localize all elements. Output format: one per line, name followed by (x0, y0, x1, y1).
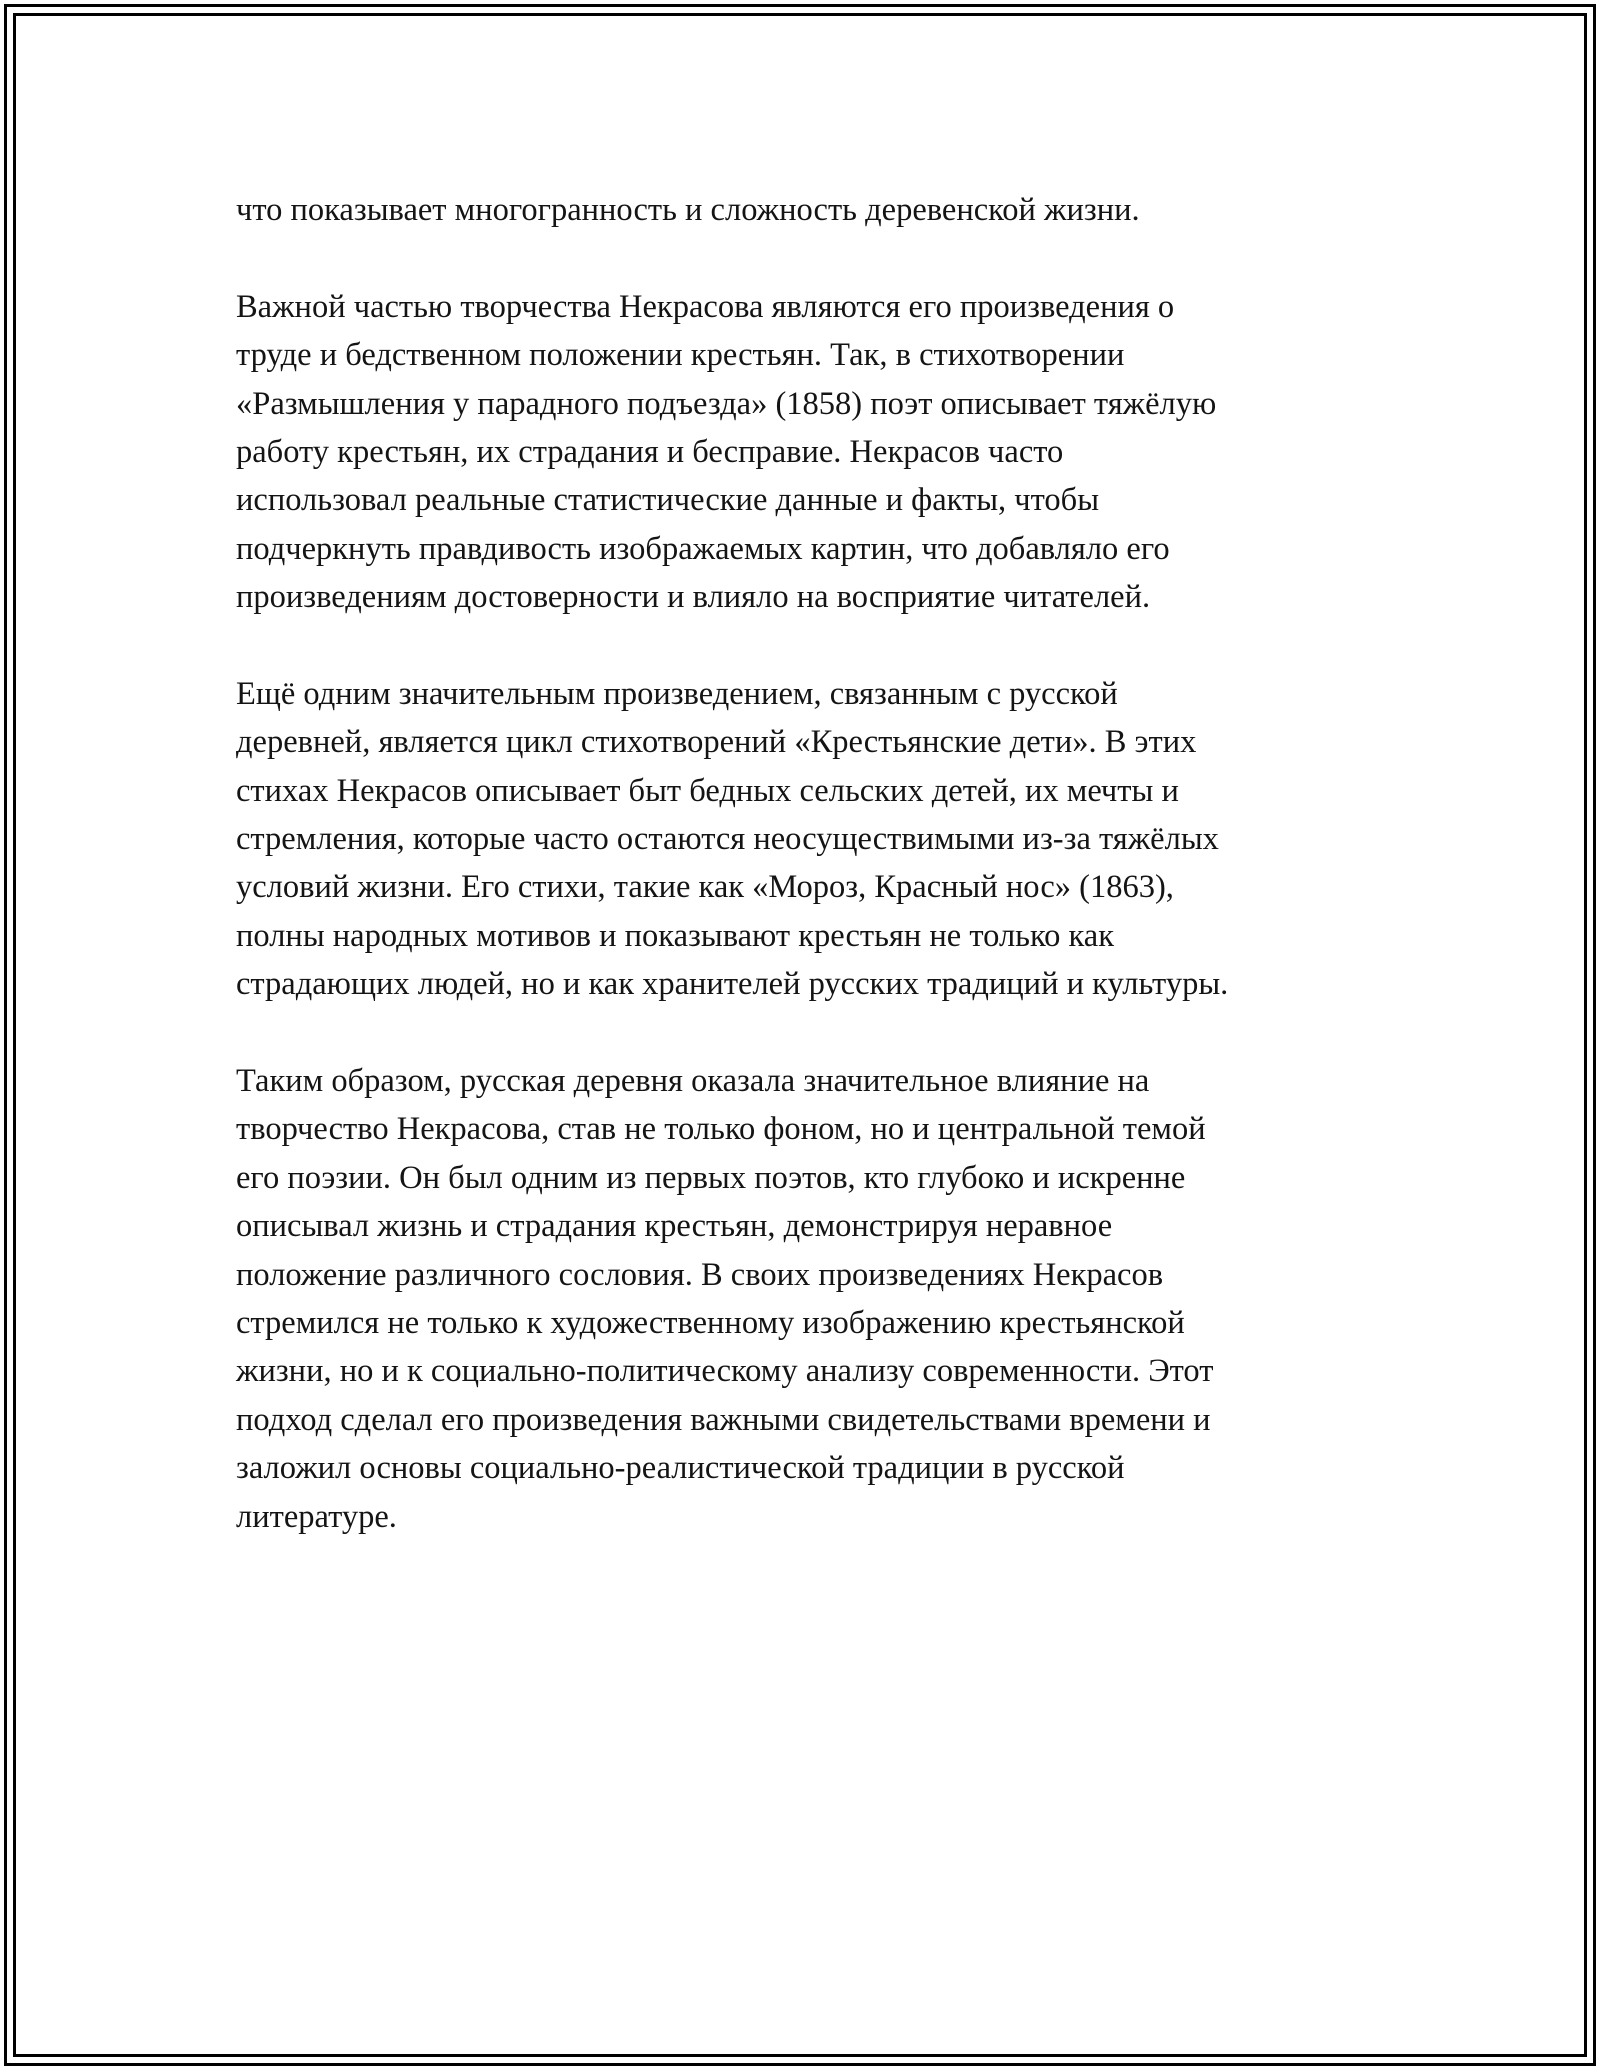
paragraph-3 (236, 670, 1376, 1009)
text-line: творчество Некрасова, став не только фоном, но и центральной темой (236, 1111, 1206, 1148)
text-line: полны народных мотивов и показывают крестьян не только как (236, 917, 1115, 954)
text-line: описывал жизнь и страдания крестьян, демонстрируя неравное (236, 1208, 1113, 1245)
text-line: Таким образом, русская деревня оказала значительное влияние на (236, 1063, 1150, 1100)
text-line: подчеркнуть правдивость изображаемых картин, что добавляло его (236, 530, 1170, 567)
paragraph-4 (236, 1057, 1376, 1541)
text-line: Важной частью творчества Некрасова являются его произведения о (236, 288, 1175, 325)
text-line: условий жизни. Его стихи, такие как «Мороз, Красный нос» (1863), (236, 869, 1174, 906)
paragraph-2 (236, 283, 1376, 622)
text-line: деревней, является цикл стихотворений «Крестьянские дети». В этих (236, 724, 1197, 761)
paragraph-1 (236, 186, 1376, 234)
text-line: жизни, но и к социально-политическому анализу современности. Этот (236, 1353, 1214, 1390)
text-line: работу крестьян, их страдания и бесправие. Некрасов часто (236, 433, 1064, 470)
text-line: использовал реальные статистические данные и факты, чтобы (236, 482, 1100, 519)
text-line: подход сделал его произведения важными свидетельствами времени и (236, 1401, 1211, 1438)
text-line: «Размышления у парадного подъезда» (1858) поэт описывает тяжёлую (236, 385, 1217, 422)
text-line: труде и бедственном положении крестьян. Так, в стихотворении (236, 337, 1125, 374)
document-body (236, 186, 1376, 1541)
text-line: стихах Некрасов описывает быт бедных сельских детей, их мечты и (236, 772, 1179, 809)
text-line: страдающих людей, но и как хранителей русских традиций и культуры. (236, 966, 1229, 1003)
text-line: заложил основы социально-реалистической традиции в русской (236, 1450, 1125, 1487)
text-line: его поэзии. Он был одним из первых поэтов, кто глубоко и искренне (236, 1159, 1186, 1196)
text-line: Ещё одним значительным произведением, связанным с русской (236, 675, 1118, 712)
text-line: стремления, которые часто остаются неосуществимыми из-за тяжёлых (236, 821, 1219, 858)
text-line: положение различного сословия. В своих произведениях Некрасов (236, 1256, 1164, 1293)
text-line: что показывает многогранность и сложность деревенской жизни. (236, 192, 1140, 228)
text-line: литературе. (236, 1498, 397, 1535)
text-line: произведениям достоверности и влияло на восприятие читателей. (236, 579, 1151, 616)
text-line: стремился не только к художественному изображению крестьянской (236, 1304, 1185, 1341)
